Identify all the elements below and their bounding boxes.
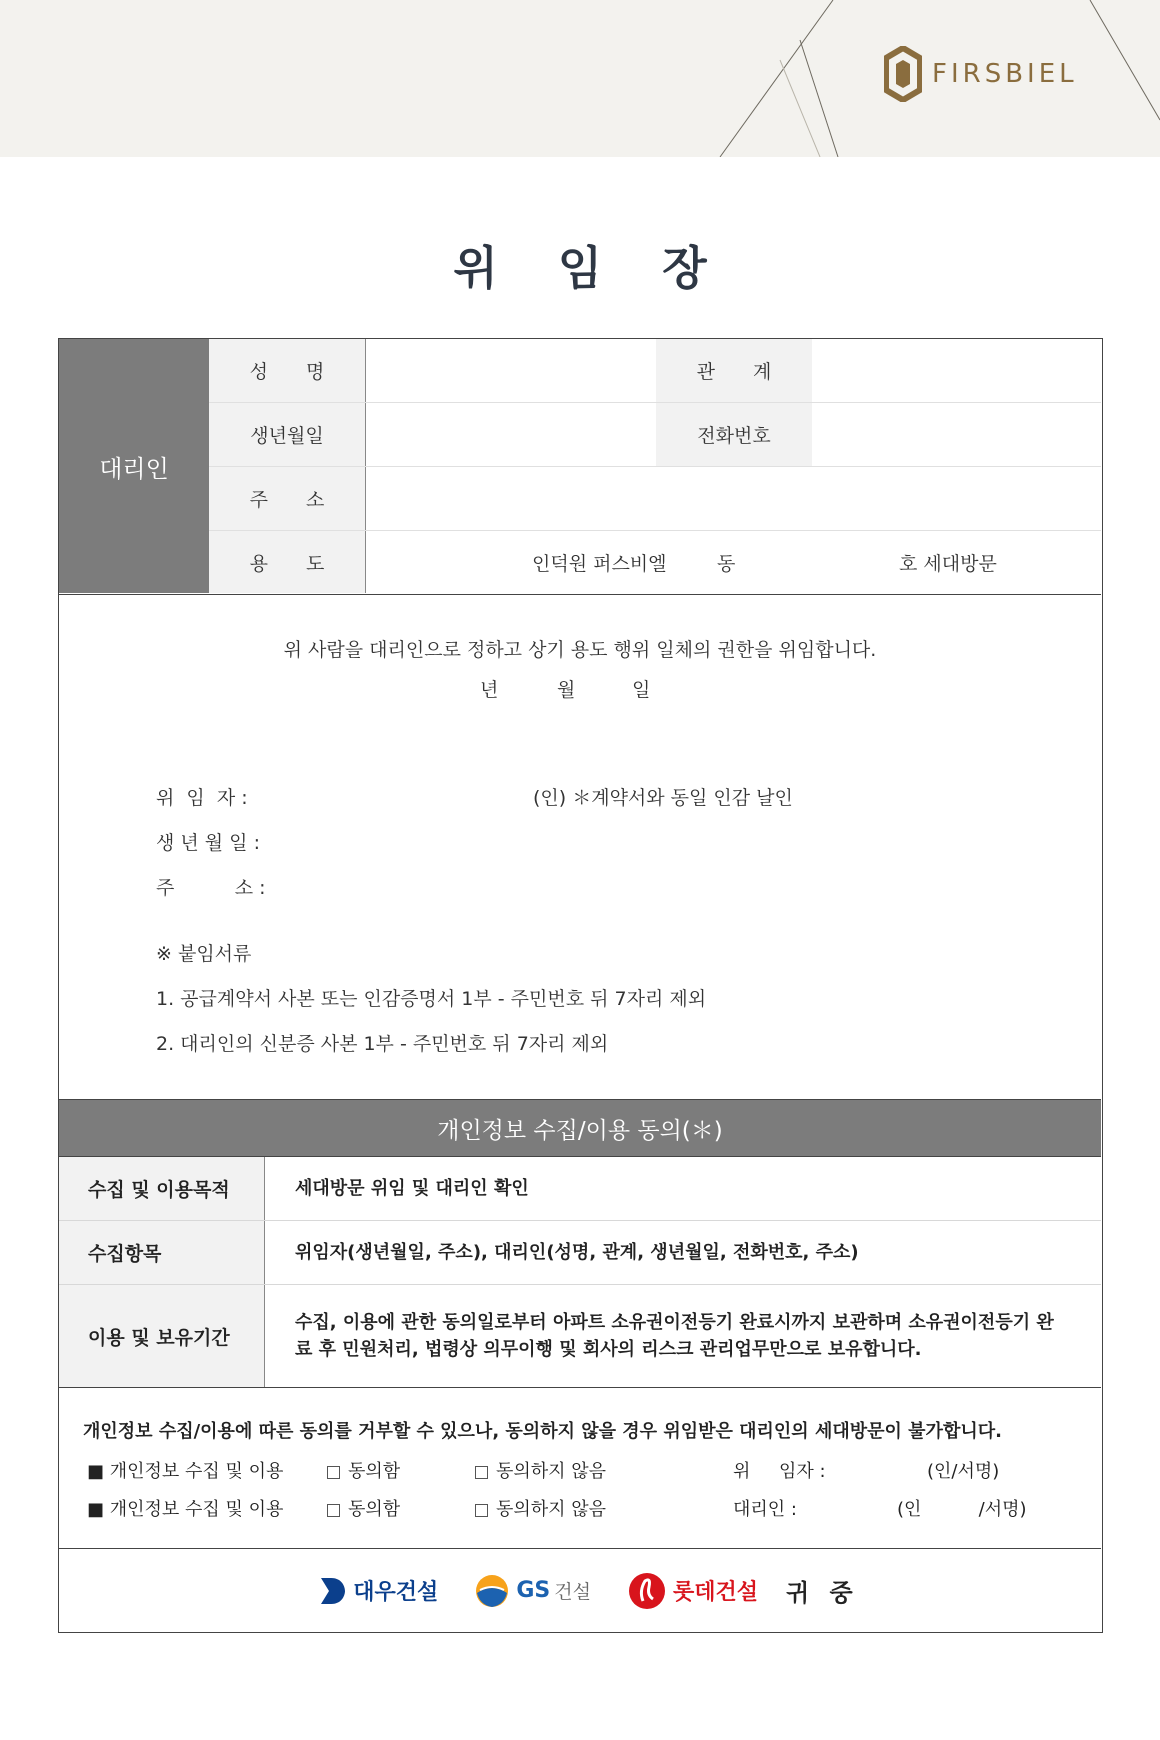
consent-line-agent (87, 1495, 1077, 1523)
consent-notice: 개인정보 수집/이용에 따른 동의를 거부할 수 있으나, 동의하지 않을 경우 위임받은 대리인의 세대방문이 불가합니다. (83, 1421, 1002, 1442)
agent-row-birth (209, 403, 1101, 467)
attachments-title: ※ 붙임서류 (156, 943, 252, 965)
consent-period-value: 수집, 이용에 관한 동의일로부터 아파트 소유권이전등기 완료시까지 보관하며 소유권이전등기 완료 후 민원처리, 법령상 의무이행 및 회사의 리스크 관리업무만으로 보유합니다. (295, 1312, 1054, 1360)
gs-suffix: 건설 (554, 1581, 591, 1603)
disagree-checkbox[interactable] (475, 1466, 488, 1479)
consent-period-label: 이용 및 보유기간 (59, 1285, 265, 1387)
attachment-2: 2. 대리인의 신분증 사본 1부 - 주민번호 뒤 7자리 제외 (156, 1033, 609, 1055)
page-title: 위 임 장 (453, 241, 729, 295)
brand-name: FIRSBIEL (932, 59, 1078, 89)
date-month: 월 (557, 679, 576, 701)
seal-note: (인) ＊계약서와 동일 인감 날인 (533, 787, 793, 809)
recipient-label: 귀 중 (785, 1579, 859, 1607)
phone-label: 전화번호 (656, 403, 812, 466)
purpose-place: 인덕원 퍼스비엘 (532, 553, 667, 575)
firsbiel-emblem-icon (884, 46, 922, 102)
gs-brand (474, 1573, 591, 1609)
consent-row-period (59, 1285, 1101, 1387)
agent-row-name (209, 339, 1101, 403)
birth-label: 생년월일 (209, 403, 365, 466)
gs-logo-icon (474, 1573, 510, 1609)
lotte-name: 롯데건설 (672, 1580, 758, 1605)
date-year: 년 (480, 679, 499, 701)
consent-line-delegator (87, 1457, 1077, 1485)
agent-section (59, 339, 1101, 595)
consent-items-value: 위임자(생년월일, 주소), 대리인(성명, 관계, 생년월일, 전화번호, 주소) (295, 1242, 859, 1263)
consent-items-label: 수집항목 (59, 1221, 265, 1284)
consent-purpose-label: 수집 및 이용목적 (59, 1157, 265, 1220)
agree-checkbox[interactable] (327, 1504, 340, 1517)
gs-name: GS (516, 1578, 551, 1603)
agree-option[interactable]: 동의함 (327, 1495, 400, 1521)
disagree-option[interactable]: 동의하지 않음 (475, 1457, 606, 1483)
lotte-logo-icon (627, 1571, 667, 1611)
consent-row-items (59, 1221, 1101, 1285)
delegator-address-label: 주 소 : (156, 877, 266, 899)
purpose-label: 용 도 (209, 531, 365, 593)
delegator-sign-mark: (인/서명) (927, 1461, 1000, 1482)
agent-heading: 대리인 (59, 339, 209, 593)
agent-sign-mark: (인 /서명) (897, 1499, 1027, 1520)
purpose-ho: 호 세대방문 (899, 553, 997, 575)
lotte-brand (627, 1571, 758, 1611)
delegation-form (58, 338, 1103, 1633)
attachment-1: 1. 공급계약서 사본 또는 인감증명서 1부 - 주민번호 뒤 7자리 제외 (156, 988, 707, 1010)
agree-checkbox[interactable] (327, 1466, 340, 1479)
agent-sign-label: 대리인 : (733, 1499, 797, 1520)
consent-notice-section (59, 1387, 1101, 1549)
header-band (0, 0, 1160, 157)
daewoo-name: 대우건설 (353, 1580, 439, 1605)
name-label: 성 명 (209, 339, 365, 402)
delegator-birth-label: 생 년 월 일 : (156, 832, 260, 854)
delegator-label: 위 임 자 : (156, 787, 248, 809)
date-day: 일 (632, 679, 651, 701)
recipient-footer (59, 1549, 1101, 1632)
disagree-option[interactable]: 동의하지 않음 (475, 1495, 606, 1521)
purpose-dong: 동 (717, 553, 736, 575)
daewoo-logo-icon (319, 1576, 347, 1606)
brand-logo (884, 46, 1078, 102)
agree-option[interactable]: 동의함 (327, 1457, 400, 1483)
address-label: 주 소 (209, 467, 365, 530)
disagree-checkbox[interactable] (475, 1504, 488, 1517)
agent-row-address (209, 467, 1101, 531)
consent-item-label: ■ 개인정보 수집 및 이용 (87, 1499, 284, 1520)
consent-item-label: ■ 개인정보 수집 및 이용 (87, 1461, 284, 1482)
delegation-statement: 위 사람을 대리인으로 정하고 상기 용도 행위 일체의 권한을 위임합니다. (283, 639, 877, 661)
consent-purpose-value: 세대방문 위임 및 대리인 확인 (295, 1178, 529, 1199)
delegator-sign-label: 위 임자 : (733, 1461, 826, 1482)
agent-row-purpose (209, 531, 1101, 593)
consent-heading: 개인정보 수집/이용 동의(＊) (59, 1099, 1101, 1157)
daewoo-brand (319, 1575, 438, 1606)
consent-row-purpose (59, 1157, 1101, 1221)
delegation-body (59, 595, 1101, 1099)
relation-label: 관 계 (656, 339, 812, 402)
